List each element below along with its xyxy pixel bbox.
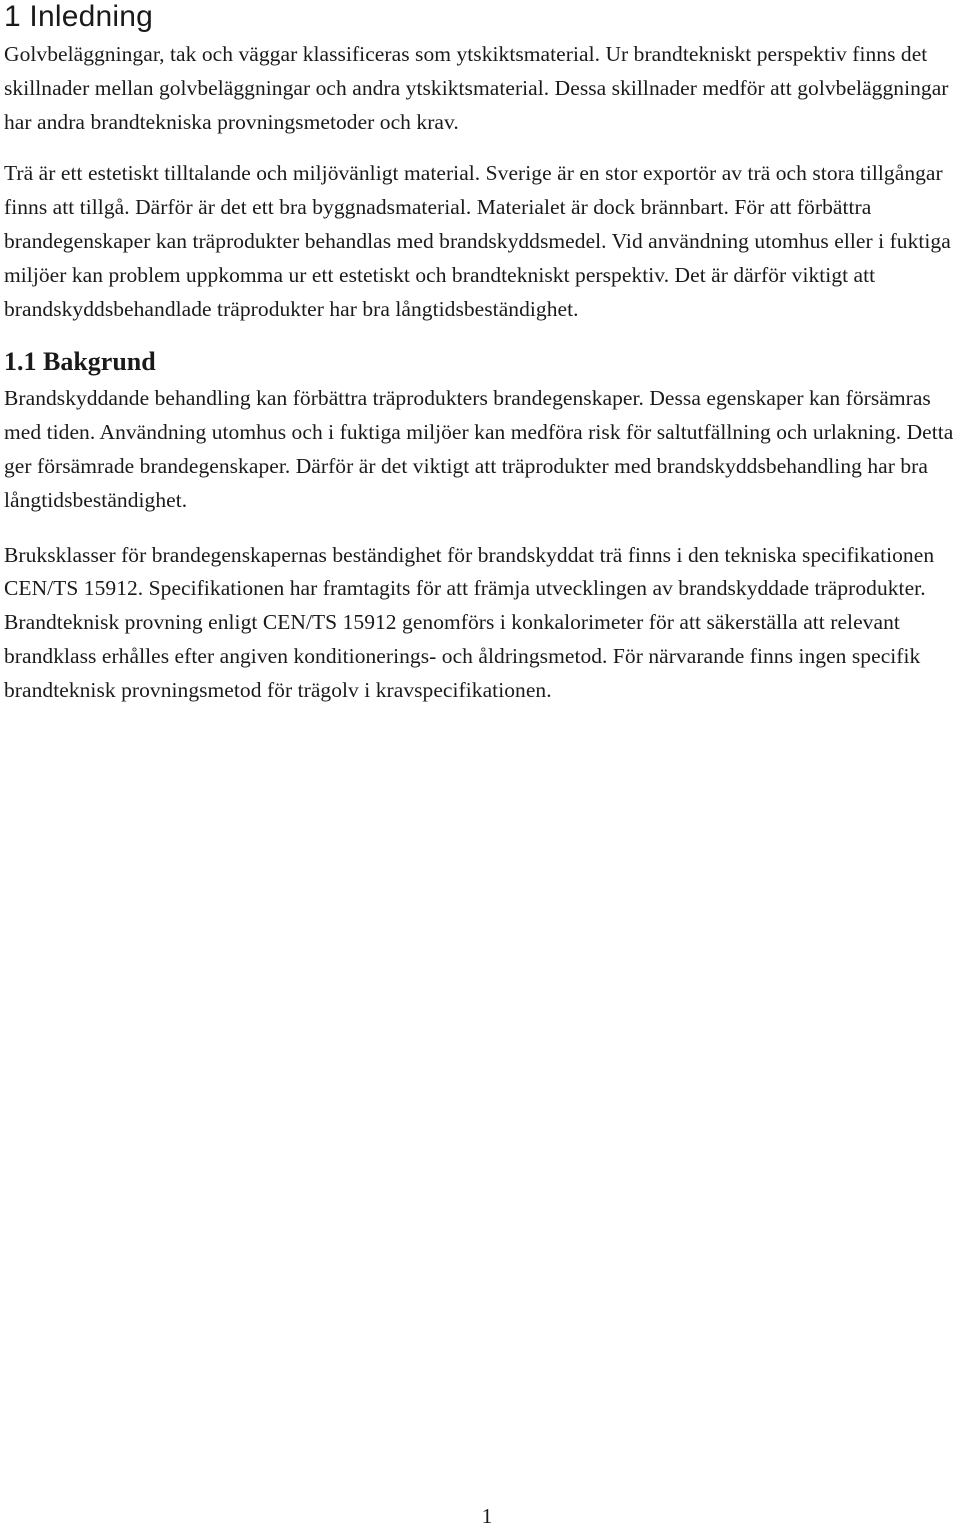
subsection-heading-bakgrund: 1.1 Bakgrund [4,347,156,377]
page-number: 1 [481,1504,493,1528]
paragraph-intro-2: Trä är ett estetiskt tilltalande och miljövänligt material. Sverige är en stor exportör av trä och stora tillgångar finns att tillgå. Därför är det ett bra byggnadsmaterial. Materialet är dock brännbart. För att förbättra brandegenskaper kan träprodukter behandlas med brandskyddsmedel. Vid användning utomhus eller i fuktiga miljöer kan problem uppkomma ur ett estetiskt och brandtekniskt perspektiv. Det är därför viktigt att brandskyddsbehandlade träprodukter har bra långtidsbeständighet. [4,161,951,321]
paragraph-bakgrund-1: Brandskyddande behandling kan förbättra träprodukters brandegenskaper. Dessa egenskaper kan försämras med tiden. Användning utomhus och i fuktiga miljöer kan medföra risk för saltutfällning och urlakning. Detta ger försämrade brandegenskaper. Därför är det viktigt att träprodukter med brandskyddsbehandling har bra långtidsbeständighet. [4,386,954,512]
section-heading-inledning: 1 Inledning [4,0,153,33]
page-footer [0,1504,960,1528]
paragraph-intro-1: Golvbeläggningar, tak och väggar klassificeras som ytskiktsmaterial. Ur brandtekniskt perspektiv finns det skillnader mellan golvbeläggningar och andra ytskiktsmaterial. Dessa skillnader medför att golvbeläggningar har andra brandtekniska provningsmetoder och krav. [4,42,949,134]
paragraph-bakgrund-2: Bruksklasser för brandegenskapernas beständighet för brandskyddat trä finns i den tekniska specifikationen CEN/TS 15912. Specifikationen har framtagits för att främja utvecklingen av brandskyddade träprodukter. Brandteknisk provning enligt CEN/TS 15912 genomförs i konkalorimeter för att säkerställa att relevant brandklass erhålles efter angiven konditionerings- och åldringsmetod. För närvarande finns ingen specifik brandteknisk provningsmetod för trägolv i kravspecifikationen. [4,542,935,702]
document-body [4,0,956,708]
